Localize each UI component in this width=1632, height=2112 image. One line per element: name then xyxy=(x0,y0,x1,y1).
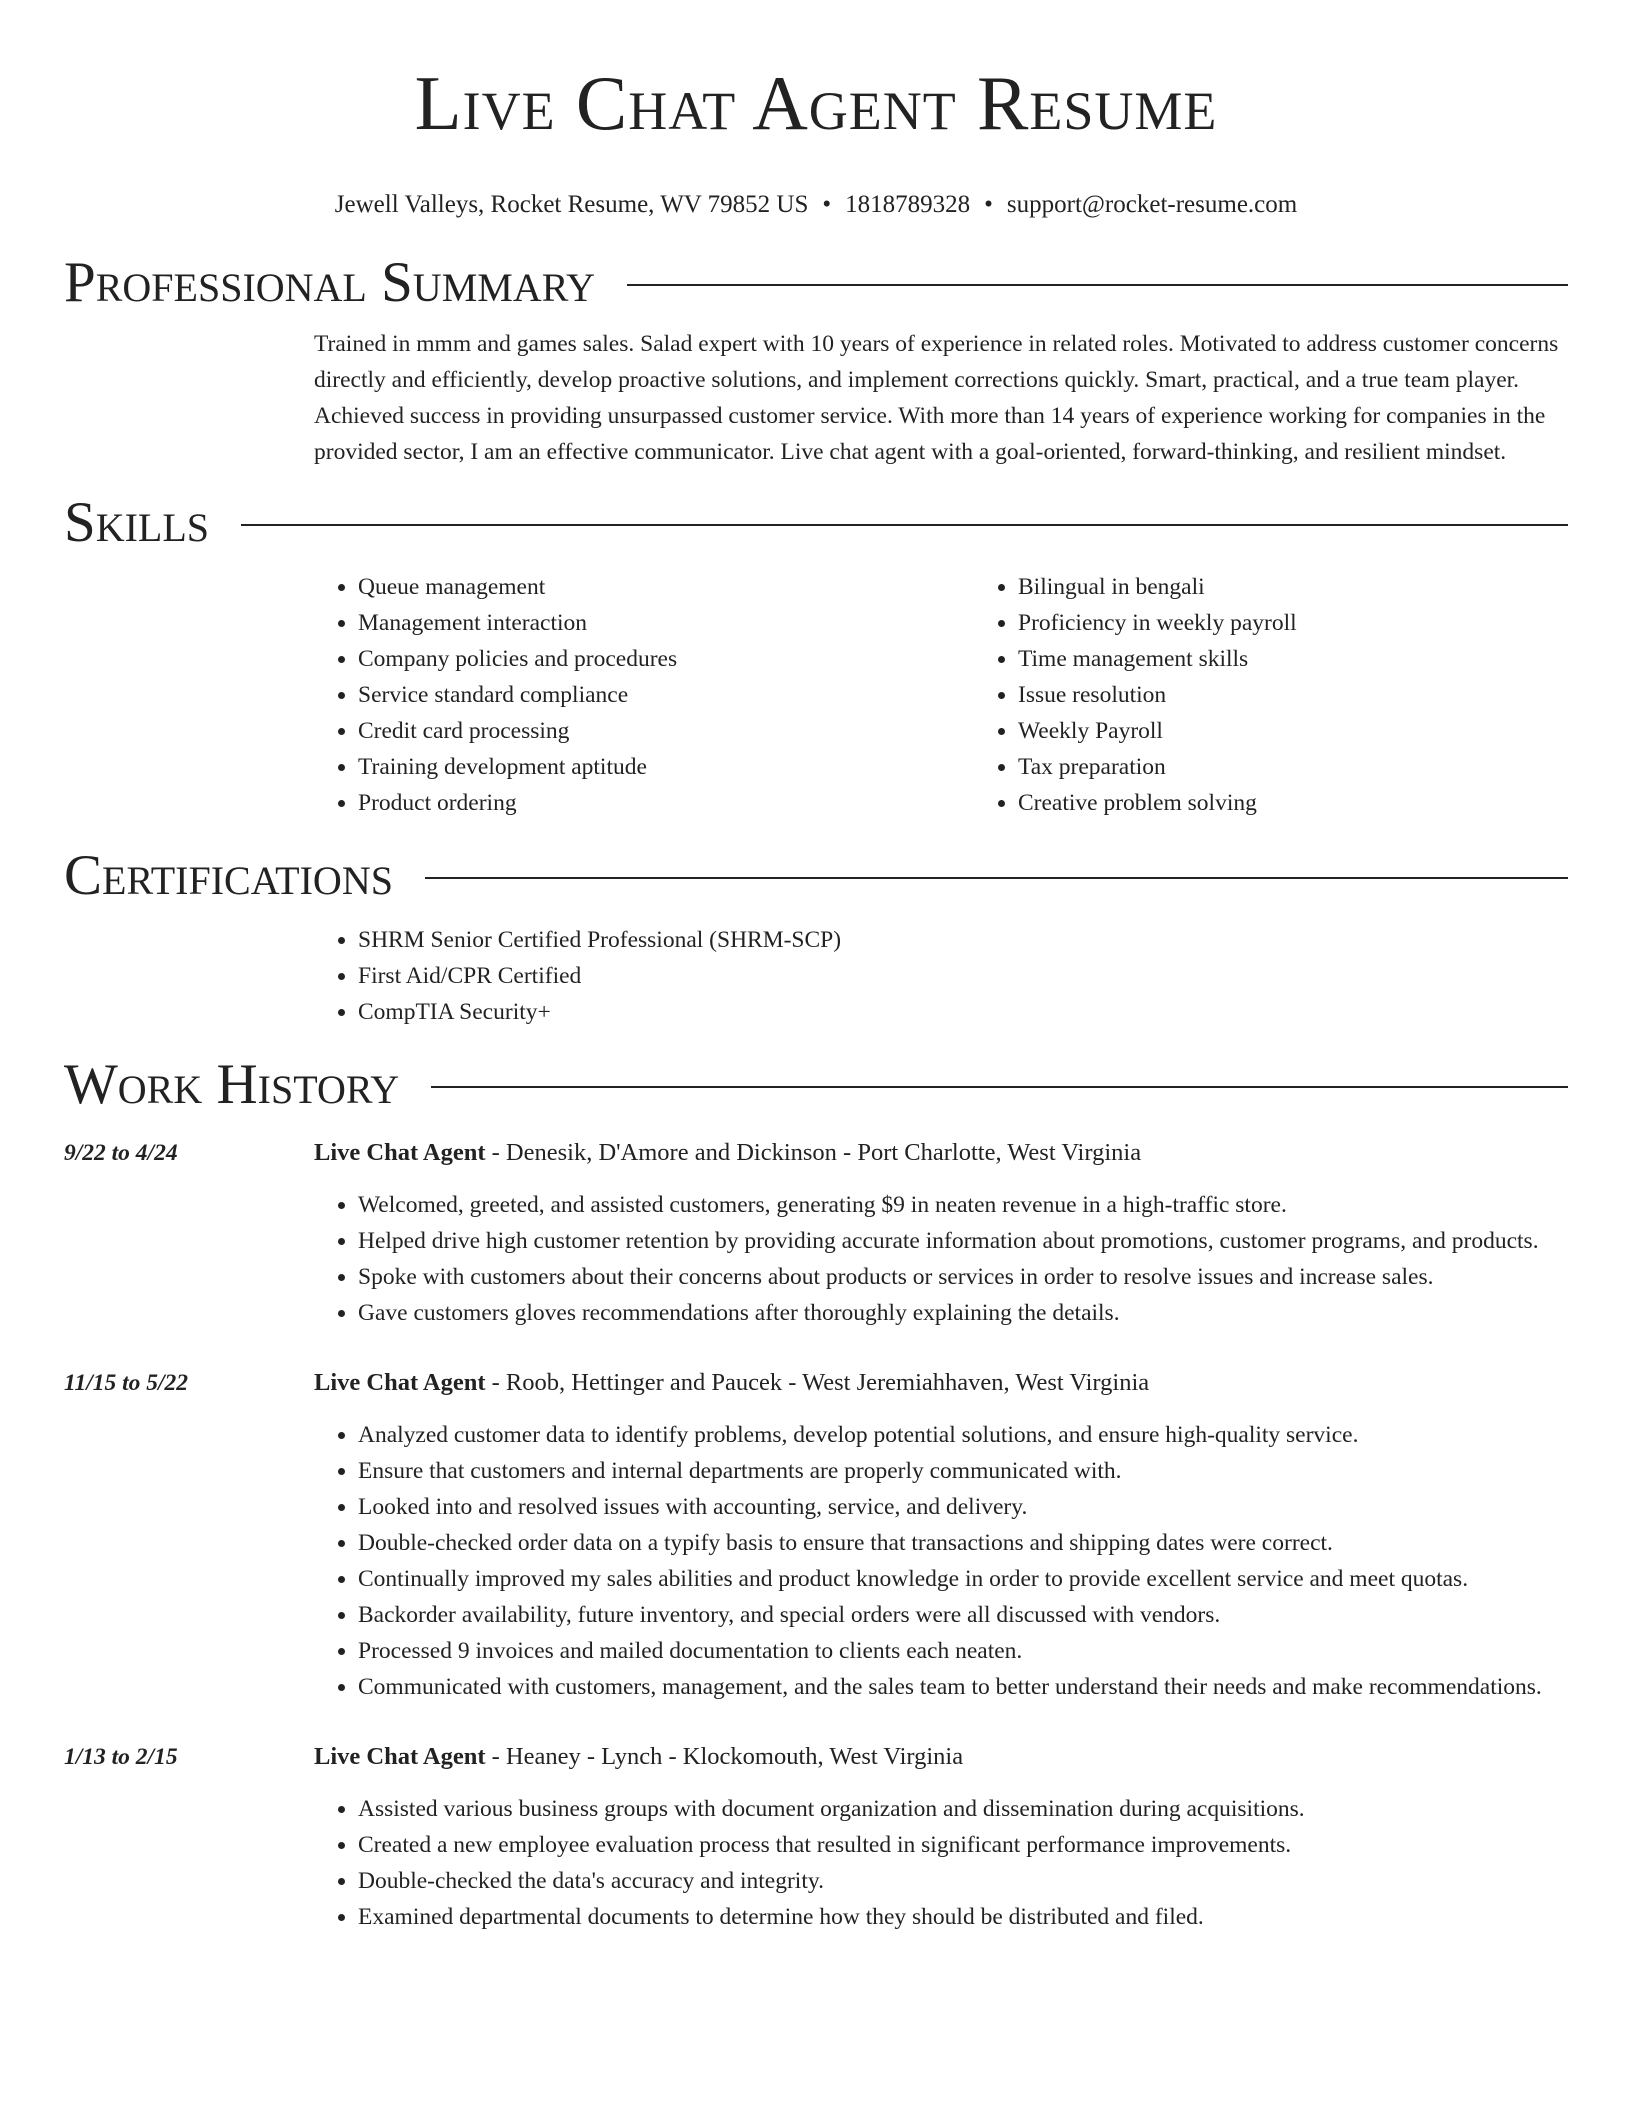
contact-email[interactable]: support@rocket-resume.com xyxy=(1006,191,1298,218)
skill-item: • Queue management xyxy=(358,569,974,605)
resume-title: Live Chat Agent Resume xyxy=(414,60,1218,146)
job-bullet: • Double-checked order data on a typify basis to ensure that transactions and shipping dates were correct. xyxy=(358,1525,1568,1561)
skills-list-left xyxy=(314,569,974,821)
job-bullet: • Assisted various business groups with document organization and dissemination during acquisitions. xyxy=(358,1791,1568,1827)
contact-separator: • xyxy=(984,191,993,218)
job-title-line xyxy=(314,1739,963,1775)
job-dates: 1/13 to 2/15 xyxy=(64,1744,178,1770)
summary-section-header xyxy=(64,250,1568,316)
job-dates: 11/15 to 5/22 xyxy=(64,1370,189,1396)
job-header xyxy=(64,1739,1568,1775)
job-bullet: • Examined departmental documents to determine how they should be distributed and filed. xyxy=(358,1899,1568,1935)
skill-item: • Credit card processing xyxy=(358,713,974,749)
contact-separator: • xyxy=(822,191,832,218)
job-employer: - Denesik, D'Amore and Dickinson - Port Charlotte, West Virginia xyxy=(485,1139,1142,1166)
job-employer: - Roob, Hettinger and Paucek - West Jeremiahhaven, West Virginia xyxy=(485,1369,1150,1396)
job-bullet: • Continually improved my sales abilities and product knowledge in order to provide excellent service and meet quotas. xyxy=(358,1561,1568,1597)
job-title: Live Chat Agent xyxy=(314,1139,486,1166)
contact-line xyxy=(64,190,1568,220)
skill-item: • Company policies and procedures xyxy=(358,641,974,677)
certifications-list xyxy=(314,922,1568,1030)
job-bullet: • Looked into and resolved issues with accounting, service, and delivery. xyxy=(358,1489,1568,1525)
certification-item: • CompTIA Security+ xyxy=(358,994,1568,1030)
certification-item: • SHRM Senior Certified Professional (SHRM-SCP) xyxy=(358,922,1568,958)
job-title-line xyxy=(314,1135,1141,1171)
job-bullet: • Communicated with customers, management, and the sales team to better understand their needs and make recommendations. xyxy=(358,1669,1568,1705)
skill-item: • Proficiency in weekly payroll xyxy=(1018,605,1632,641)
skill-item: • Service standard compliance xyxy=(358,677,974,713)
skill-item: • Management interaction xyxy=(358,605,974,641)
job-bullet: • Welcomed, greeted, and assisted customers, generating $9 in neaten revenue in a high-traffic store. xyxy=(358,1187,1568,1223)
job-bullet: • Helped drive high customer retention by providing accurate information about promotions, customer programs, and products. xyxy=(358,1223,1568,1259)
section-divider xyxy=(241,524,1568,526)
contact-phone: 1818789328 xyxy=(845,191,971,218)
summary-heading: Professional Summary xyxy=(64,251,596,314)
job-entry xyxy=(64,1365,1568,1705)
skill-item: • Weekly Payroll xyxy=(1018,713,1632,749)
skill-item: • Tax preparation xyxy=(1018,749,1632,785)
skills-heading: Skills xyxy=(64,491,210,554)
job-bullet: • Analyzed customer data to identify problems, develop potential solutions, and ensure high-quality service. xyxy=(358,1417,1568,1453)
certification-item: • First Aid/CPR Certified xyxy=(358,958,1568,994)
job-title: Live Chat Agent xyxy=(314,1743,486,1770)
job-bullet: • Double-checked the data's accuracy and integrity. xyxy=(358,1863,1568,1899)
job-bullets xyxy=(314,1187,1568,1331)
skill-item: • Bilingual in bengali xyxy=(1018,569,1632,605)
job-bullets xyxy=(314,1417,1568,1705)
job-bullet: • Backorder availability, future inventory, and special orders were all discussed with vendors. xyxy=(358,1597,1568,1633)
section-divider xyxy=(425,877,1568,879)
contact-address: Jewell Valleys, Rocket Resume, WV 79852 US xyxy=(334,191,809,218)
skills-list-right xyxy=(974,569,1632,821)
job-bullet: • Ensure that customers and internal departments are properly communicated with. xyxy=(358,1453,1568,1489)
job-title-line xyxy=(314,1365,1149,1401)
job-bullet: • Gave customers gloves recommendations after thoroughly explaining the details. xyxy=(358,1295,1568,1331)
skill-item: • Issue resolution xyxy=(1018,677,1632,713)
skill-item: • Product ordering xyxy=(358,785,974,821)
job-bullet: • Created a new employee evaluation process that resulted in significant performance improvements. xyxy=(358,1827,1568,1863)
job-employer: - Heaney - Lynch - Klockomouth, West Virginia xyxy=(485,1743,964,1770)
certifications-section-header xyxy=(64,843,1568,909)
certifications-heading: Certifications xyxy=(64,844,393,907)
job-bullets xyxy=(314,1791,1568,1935)
skills-grid xyxy=(314,569,1568,821)
summary-text: Trained in mmm and games sales. Salad expert with 10 years of experience in related roles. Motivated to address customer concerns directly and efficiently, develop proactive solutions, and implement corrections quickly. Smart, practical, and a true team player. Achieved success in providing unsurpassed customer service. With more than 14 years of experience working for companies in the provided sector, I am an effective communicator. Live chat agent with a goal-oriented, forward-thinking, and resilient mindset. xyxy=(314,331,1559,465)
skills-section-header xyxy=(64,490,1568,556)
job-bullet: • Spoke with customers about their concerns about products or services in order to resolve issues and increase sales. xyxy=(358,1259,1568,1295)
job-entry xyxy=(64,1135,1568,1331)
job-title: Live Chat Agent xyxy=(314,1369,486,1396)
work-history-section-header xyxy=(64,1052,1568,1118)
skill-item: • Training development aptitude xyxy=(358,749,974,785)
work-history-heading: Work History xyxy=(64,1053,400,1116)
job-bullet: • Processed 9 invoices and mailed documentation to clients each neaten. xyxy=(358,1633,1568,1669)
section-divider xyxy=(431,1086,1568,1088)
job-entry xyxy=(64,1739,1568,1935)
job-dates: 9/22 to 4/24 xyxy=(64,1140,178,1166)
job-header xyxy=(64,1365,1568,1401)
section-divider xyxy=(627,284,1568,286)
job-header xyxy=(64,1135,1568,1171)
skill-item: • Time management skills xyxy=(1018,641,1632,677)
skill-item: • Creative problem solving xyxy=(1018,785,1632,821)
